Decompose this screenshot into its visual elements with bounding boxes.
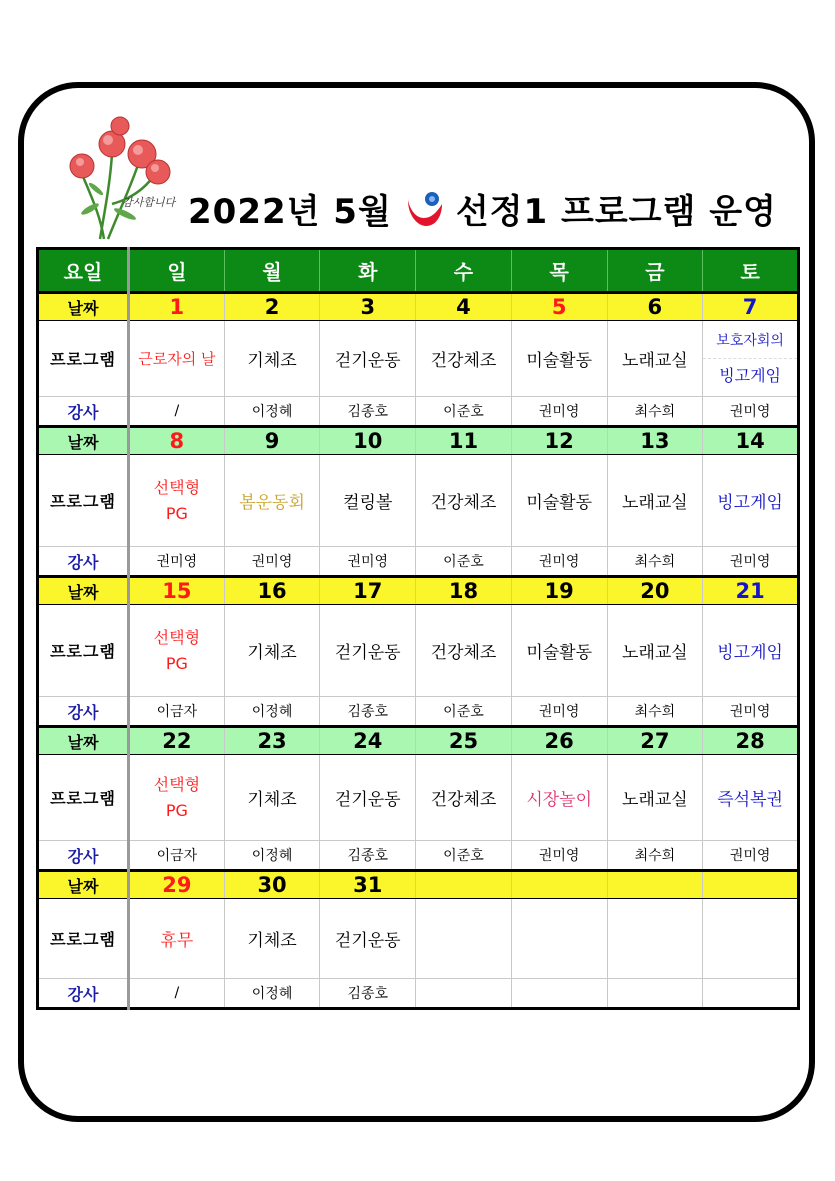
- program-cell: 기체조: [224, 605, 320, 697]
- program-label: 프로그램: [38, 605, 129, 697]
- program-cell: 기체조: [224, 755, 320, 841]
- instructor-cell: 최수희: [607, 697, 703, 727]
- logo-icon: [402, 186, 446, 230]
- date-cell: 31: [320, 871, 416, 899]
- program-cell: 기체조: [224, 899, 320, 979]
- weekday-fri: 금: [607, 249, 703, 293]
- date-cell: 30: [224, 871, 320, 899]
- instructor-cell: 이정혜: [224, 397, 320, 427]
- program-cell: 봄운동회: [224, 455, 320, 547]
- date-cell: 27: [607, 727, 703, 755]
- weekday-sat: 토: [703, 249, 799, 293]
- title-row: [188, 183, 777, 233]
- instructor-row: [38, 547, 799, 577]
- date-label: 날짜: [38, 427, 129, 455]
- program-row: [38, 605, 799, 697]
- program-text: 선택형: [153, 627, 201, 647]
- instructor-cell: 최수희: [607, 841, 703, 871]
- program-cell: 미술활동: [511, 605, 607, 697]
- program-text: 선택형: [153, 477, 201, 497]
- date-cell: 21: [703, 577, 799, 605]
- program-cell: 근로자의 날: [129, 321, 225, 397]
- program-cell: 빙고게임: [703, 605, 799, 697]
- weekday-header-row: [38, 249, 799, 293]
- instructor-row: [38, 697, 799, 727]
- date-cell: 6: [607, 293, 703, 321]
- instructor-label: 강사: [38, 979, 129, 1009]
- program-row: [38, 321, 799, 397]
- date-label: 날짜: [38, 577, 129, 605]
- instructor-cell: 권미영: [511, 841, 607, 871]
- date-row: [38, 727, 799, 755]
- program-cell: 시장놀이: [511, 755, 607, 841]
- instructor-cell: [607, 979, 703, 1009]
- instructor-cell: 권미영: [511, 697, 607, 727]
- date-cell: 20: [607, 577, 703, 605]
- date-cell: 22: [129, 727, 225, 755]
- instructor-cell: 권미영: [703, 697, 799, 727]
- instructor-label: 강사: [38, 841, 129, 871]
- date-cell: 24: [320, 727, 416, 755]
- program-cell: [607, 899, 703, 979]
- instructor-cell: 김종호: [320, 841, 416, 871]
- date-cell: 15: [129, 577, 225, 605]
- program-cell: [703, 899, 799, 979]
- instructor-cell: 이정혜: [224, 979, 320, 1009]
- date-cell: [511, 871, 607, 899]
- program-cell: [129, 455, 225, 547]
- weekday-wed: 수: [416, 249, 512, 293]
- instructor-cell: 최수희: [607, 547, 703, 577]
- program-text: 선택형: [153, 774, 201, 794]
- program-cell: 휴무: [129, 899, 225, 979]
- program-cell: 노래교실: [607, 321, 703, 397]
- date-cell: 1: [129, 293, 225, 321]
- program-cell: 즉석복권: [703, 755, 799, 841]
- instructor-cell: /: [129, 397, 225, 427]
- date-label: 날짜: [38, 293, 129, 321]
- date-cell: 11: [416, 427, 512, 455]
- instructor-cell: 이준호: [416, 397, 512, 427]
- program-cell: [129, 755, 225, 841]
- program-cell: 걷기운동: [320, 755, 416, 841]
- instructor-cell: 권미영: [703, 841, 799, 871]
- program-cell: 건강체조: [416, 321, 512, 397]
- date-cell: 29: [129, 871, 225, 899]
- program-cell: 노래교실: [607, 455, 703, 547]
- instructor-cell: 이금자: [129, 697, 225, 727]
- instructor-row: [38, 397, 799, 427]
- instructor-cell: 이준호: [416, 841, 512, 871]
- date-cell: 10: [320, 427, 416, 455]
- calendar-table: [36, 247, 800, 1010]
- date-cell: 7: [703, 293, 799, 321]
- date-row: [38, 427, 799, 455]
- program-row: [38, 899, 799, 979]
- program-cell: [703, 321, 799, 397]
- date-cell: [416, 871, 512, 899]
- instructor-cell: 권미영: [511, 397, 607, 427]
- instructor-cell: 김종호: [320, 979, 416, 1009]
- date-label: 날짜: [38, 871, 129, 899]
- program-cell: 노래교실: [607, 755, 703, 841]
- program-cell: 미술활동: [511, 321, 607, 397]
- tagline: 감사합니다: [122, 196, 176, 209]
- instructor-cell: 이정혜: [224, 841, 320, 871]
- date-cell: 2: [224, 293, 320, 321]
- date-cell: 19: [511, 577, 607, 605]
- weekday-mon: 월: [224, 249, 320, 293]
- instructor-cell: 이준호: [416, 547, 512, 577]
- weekday-thu: 목: [511, 249, 607, 293]
- program-cell: 컬링볼: [320, 455, 416, 547]
- weekday-tue: 화: [320, 249, 416, 293]
- instructor-cell: [703, 979, 799, 1009]
- header: [36, 108, 800, 243]
- instructor-row: [38, 979, 799, 1009]
- program-cell: [511, 899, 607, 979]
- instructor-cell: 이준호: [416, 697, 512, 727]
- title-date: 2022년 5월: [188, 191, 392, 232]
- program-cell: [416, 899, 512, 979]
- date-cell: 17: [320, 577, 416, 605]
- date-cell: 3: [320, 293, 416, 321]
- program-label: 프로그램: [38, 455, 129, 547]
- instructor-cell: 이금자: [129, 841, 225, 871]
- instructor-cell: 이정혜: [224, 697, 320, 727]
- instructor-cell: 권미영: [129, 547, 225, 577]
- title-main: 선정1 프로그램 운영: [455, 191, 777, 232]
- instructor-cell: 김종호: [320, 697, 416, 727]
- instructor-cell: 최수희: [607, 397, 703, 427]
- date-cell: 28: [703, 727, 799, 755]
- program-text: 보호자회의: [716, 333, 784, 349]
- date-cell: 14: [703, 427, 799, 455]
- date-cell: 4: [416, 293, 512, 321]
- date-row: [38, 871, 799, 899]
- program-cell: 걷기운동: [320, 321, 416, 397]
- instructor-cell: 권미영: [224, 547, 320, 577]
- carnation-icon: [60, 114, 200, 242]
- instructor-cell: 김종호: [320, 397, 416, 427]
- instructor-cell: 권미영: [703, 547, 799, 577]
- date-cell: 8: [129, 427, 225, 455]
- instructor-row: [38, 841, 799, 871]
- date-row: [38, 293, 799, 321]
- date-cell: 23: [224, 727, 320, 755]
- date-cell: 13: [607, 427, 703, 455]
- program-row: [38, 755, 799, 841]
- date-cell: 26: [511, 727, 607, 755]
- instructor-label: 강사: [38, 547, 129, 577]
- instructor-cell: 권미영: [320, 547, 416, 577]
- instructor-cell: /: [129, 979, 225, 1009]
- instructor-cell: [511, 979, 607, 1009]
- program-cell: [129, 605, 225, 697]
- instructor-label: 강사: [38, 697, 129, 727]
- program-label: 프로그램: [38, 755, 129, 841]
- program-text: PG: [165, 800, 188, 820]
- instructor-cell: 권미영: [703, 397, 799, 427]
- program-text: PG: [165, 653, 188, 673]
- date-row: [38, 577, 799, 605]
- program-cell: 기체조: [224, 321, 320, 397]
- date-cell: 25: [416, 727, 512, 755]
- program-cell: 걷기운동: [320, 899, 416, 979]
- program-cell: 노래교실: [607, 605, 703, 697]
- program-row: [38, 455, 799, 547]
- instructor-cell: 권미영: [511, 547, 607, 577]
- program-cell: 빙고게임: [703, 455, 799, 547]
- program-label: 프로그램: [38, 899, 129, 979]
- date-label: 날짜: [38, 727, 129, 755]
- program-cell: 미술활동: [511, 455, 607, 547]
- date-cell: 5: [511, 293, 607, 321]
- date-cell: 9: [224, 427, 320, 455]
- date-cell: 18: [416, 577, 512, 605]
- program-label: 프로그램: [38, 321, 129, 397]
- instructor-label: 강사: [38, 397, 129, 427]
- program-text: 빙고게임: [703, 358, 797, 387]
- weekday-label: 요일: [38, 249, 129, 293]
- instructor-cell: [416, 979, 512, 1009]
- date-cell: [607, 871, 703, 899]
- program-text: PG: [165, 503, 188, 523]
- program-cell: 건강체조: [416, 455, 512, 547]
- program-cell: 걷기운동: [320, 605, 416, 697]
- program-cell: 건강체조: [416, 605, 512, 697]
- date-cell: [703, 871, 799, 899]
- date-cell: 12: [511, 427, 607, 455]
- weekday-sun: 일: [129, 249, 225, 293]
- program-cell: 건강체조: [416, 755, 512, 841]
- date-cell: 16: [224, 577, 320, 605]
